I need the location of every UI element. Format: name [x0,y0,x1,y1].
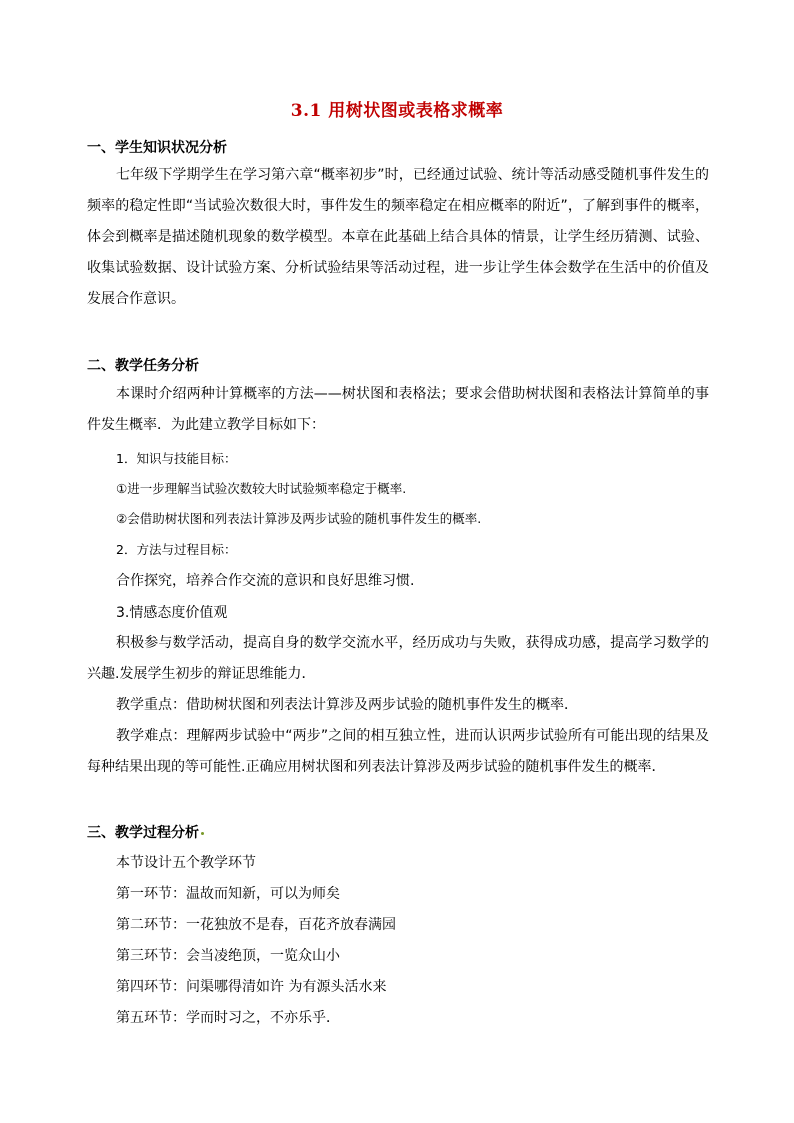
section-heading-3: 三、教学过程分析 [87,825,199,841]
process-step-1: 第一环节：温故而知新，可以为师矣 [116,886,340,902]
marker-dot [201,832,204,835]
goal-2-text: 合作探究，培养合作交流的意识和良好思维习惯. [116,573,415,589]
process-step-2: 第二环节：一花独放不是春，百花齐放春满园 [116,917,396,933]
key-point: 教学重点：借助树状图和列表法计算涉及两步试验的随机事件发生的概率． [116,697,578,713]
process-step-5: 第五环节：学而时习之，不亦乐乎． [116,1010,340,1026]
section-heading-2: 二、教学任务分析 [87,358,199,374]
process-step-3: 第三环节：会当凌绝顶，一览众山小 [116,948,340,964]
process-intro: 本节设计五个教学环节 [116,855,256,871]
goal-2-label: 2．方法与过程目标： [116,542,237,557]
difficulty: 教学难点：理解两步试验中“两步”之间的相互独立性，进而认识两步试验所有可能出现的结果及每种结果出现的等可能性.正确应用树状图和列表法计算涉及两步试验的随机事件发生的概率． [87,728,709,775]
goal-3-label: 3.情感态度价值观 [116,605,228,621]
section-heading-1: 一、学生知识状况分析 [87,140,227,156]
goal-1-item-2: ②会借助树状图和列表法计算涉及两步试验的随机事件发生的概率. [116,511,482,526]
goal-3-text: 积极参与数学活动，提高自身的数学交流水平，经历成功与失败，获得成功感，提高学习数学的兴趣.发展学生初步的辩证思维能力． [87,635,709,682]
section-1-paragraph: 七年级下学期学生在学习第六章“概率初步”时，已经通过试验、统计等活动感受随机事件发生的频率的稳定性即“当试验次数很大时，事件发生的频率稳定在相应概率的附近”，了解到事件的概率，体会到概率是描述随机现象的数学模型。本章在此基础上结合具体的情景，让学生经历猜测、试验、收集试验数据、设计试验方案、分析试验结果等活动过程，进一步让学生体会数学在生活中的价值及发展合作意识。 [87,167,709,307]
goal-1-label: 1．知识与技能目标： [116,451,237,466]
process-step-4: 第四环节：问渠哪得清如许 为有源头活水来 [116,979,387,995]
goal-1-item-1: ①进一步理解当试验次数较大时试验频率稳定于概率. [116,481,407,496]
section-2-intro: 本课时介绍两种计算概率的方法——树状图和表格法；要求会借助树状图和表格法计算简单的事件发生概率．为此建立教学目标如下： [87,386,709,433]
page-title: 3.1 用树状图或表格求概率 [290,101,504,121]
